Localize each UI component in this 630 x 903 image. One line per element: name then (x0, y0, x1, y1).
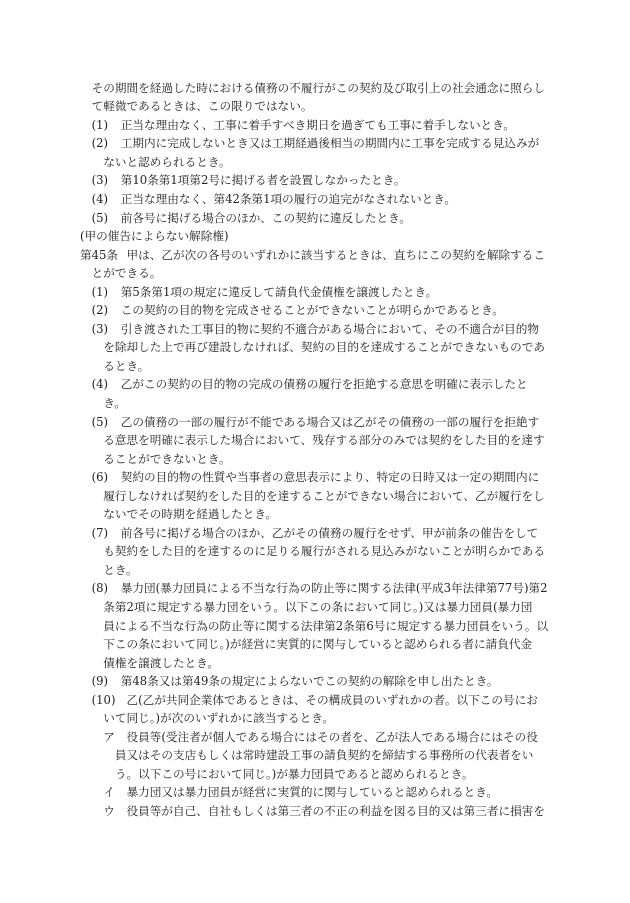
list-item (80, 579, 560, 672)
sub-item-text: 役員等が自己、自社もしくは第三者の不正の利益を図る目的又は第三者に損害を (126, 804, 546, 819)
article-text: 甲は、乙が次の各号のいずれかに該当するときは、直ちにこの契約を解除するこ (126, 247, 546, 262)
text-line: も契約をした目的を達するのに足りる履行がされる見込みがないことが明らかである (103, 544, 546, 559)
list-item (80, 375, 560, 412)
list-item (80, 134, 560, 171)
item-number: (2) (91, 136, 109, 151)
article-45 (80, 227, 560, 821)
list-item (80, 468, 560, 524)
sub-item (80, 728, 560, 784)
sub-item (80, 802, 560, 821)
article-caption: (甲の催告によらない解除権) (80, 229, 229, 244)
list-item (80, 209, 560, 228)
item-text: この契約の目的物を完成させることができないことが明らかであるとき。 (120, 303, 504, 318)
item-number: (6) (91, 470, 109, 485)
text-line: 履行しなければ契約をした目的を達することができない場合において、乙が履行をし (103, 488, 545, 503)
article-number: 第45条 (80, 247, 119, 262)
text-line: るとき。 (103, 358, 150, 373)
list-item (80, 283, 560, 302)
text-line: いて同じ。)が次のいずれかに該当するとき。 (103, 711, 335, 726)
item-number: (4) (91, 377, 109, 392)
document-body (80, 79, 560, 821)
item-number: (9) (91, 674, 109, 689)
sub-item-label: ウ (103, 804, 115, 819)
list-item (80, 190, 560, 209)
item-text: 第48条又は第49条の規定によらないでこの契約の解除を申し出たとき。 (120, 674, 499, 689)
text-line: ないでその時期を経過したとき。 (103, 507, 278, 522)
item-text: 第10条第1項第2号に掲げる者を設置しなかったとき。 (120, 173, 406, 188)
sub-item-text: 役員等(受注者が個人である場合にはその者を、乙が法人である場合にはその役 (126, 729, 538, 744)
item-text: 第5条第1項の規定に違反して請負代金債権を譲渡したとき。 (120, 284, 438, 299)
item-number: (2) (91, 303, 109, 318)
text-line: を除却した上で再び建設しなければ、契約の目的を達成することができないものであ (103, 340, 546, 355)
list-item (80, 524, 560, 580)
item-number: (1) (91, 117, 109, 132)
text-line: 条第2項に規定する暴力団をいう。以下この条において同じ。)又は暴力団員(暴力団 (103, 600, 533, 614)
item-text: 前各号に掲げる場合のほか、この契約に違反したとき。 (120, 210, 411, 225)
item-number: (4) (91, 191, 109, 206)
text-line: その期間を経過した時における債務の不履行がこの契約及び取引上の社会通念に照らし (91, 80, 546, 95)
text-line: 下この条において同じ。)が経営に実質的に関与していると認められる者に請負代金 (103, 637, 533, 652)
text-line: る意思を明確に表示した場合において、残存する部分のみでは契約をした目的を達す (103, 433, 545, 448)
item-text: 乙(乙が共同企業体であるときは、その構成員のいずれかの者。以下この号にお (126, 692, 538, 707)
text-line: とができる。 (91, 266, 162, 281)
text-line: ることができないとき。 (103, 451, 231, 466)
text-line: き。 (103, 395, 127, 410)
text-line: う。以下この号において同じ。)が暴力団員であると認められるとき。 (114, 766, 474, 781)
list-item (80, 116, 560, 135)
item-text: 工期内に完成しないとき又は工期経過後相当の期間内に工事を完成する見込みが (120, 136, 540, 151)
item-text: 乙がこの契約の目的物の完成の債務の履行を拒絶する意思を明確に表示したと (120, 377, 528, 392)
list-item (80, 691, 560, 821)
item-number: (7) (91, 525, 109, 540)
text-line: とき。 (103, 562, 138, 577)
list-item (80, 672, 560, 691)
text-line: 債権を譲渡したとき。 (103, 655, 220, 670)
item-text: 正当な理由なく、第42条第1項の履行の追完がなされないとき。 (120, 191, 457, 206)
text-line: 員による不当な行為の防止等に関する法律第2条第6号に規定する暴力団員をいう。以 (103, 618, 549, 633)
item-number: (8) (91, 581, 109, 596)
sub-item-text: 暴力団又は暴力団員が経営に実質的に関与していると認められるとき。 (126, 785, 499, 800)
item-text: 暴力団(暴力団員による不当な行為の防止等に関する法律(平成3年法律第77号)第2 (120, 581, 548, 596)
list-item (80, 301, 560, 320)
item-number: (5) (91, 210, 109, 225)
item-number: (3) (91, 321, 109, 336)
item-text: 引き渡された工事目的物に契約不適合がある場合において、その不適合が目的物 (120, 321, 539, 336)
text-line: ないと認められるとき。 (103, 154, 231, 169)
item-number: (1) (91, 284, 109, 299)
item-text: 契約の目的物の性質や当事者の意思表示により、特定の日時又は一定の期間内に (120, 470, 540, 485)
sub-item-label: イ (103, 785, 115, 800)
text-line: て軽微であるときは、この限りではない。 (91, 99, 313, 114)
sub-item-label: ア (103, 729, 115, 744)
item-text: 乙の債務の一部の履行が不能である場合又は乙がその債務の一部の履行を拒絶す (120, 414, 540, 429)
item-number: (3) (91, 173, 109, 188)
item-text: 前各号に掲げる場合のほか、乙がその債務の履行をせず、甲が前条の催告をして (120, 525, 539, 540)
sub-item (80, 783, 560, 802)
article-44-tail (80, 79, 560, 227)
text-line: 員又はその支店もしくは常時建設工事の請負契約を締結する事務所の代表者をい (114, 748, 534, 763)
list-item (80, 320, 560, 376)
item-number: (5) (91, 414, 109, 429)
list-item (80, 171, 560, 190)
item-number: (10) (91, 692, 116, 707)
list-item (80, 413, 560, 469)
item-text: 正当な理由なく、工事に着手すべき期日を過ぎても工事に着手しないとき。 (120, 117, 516, 132)
